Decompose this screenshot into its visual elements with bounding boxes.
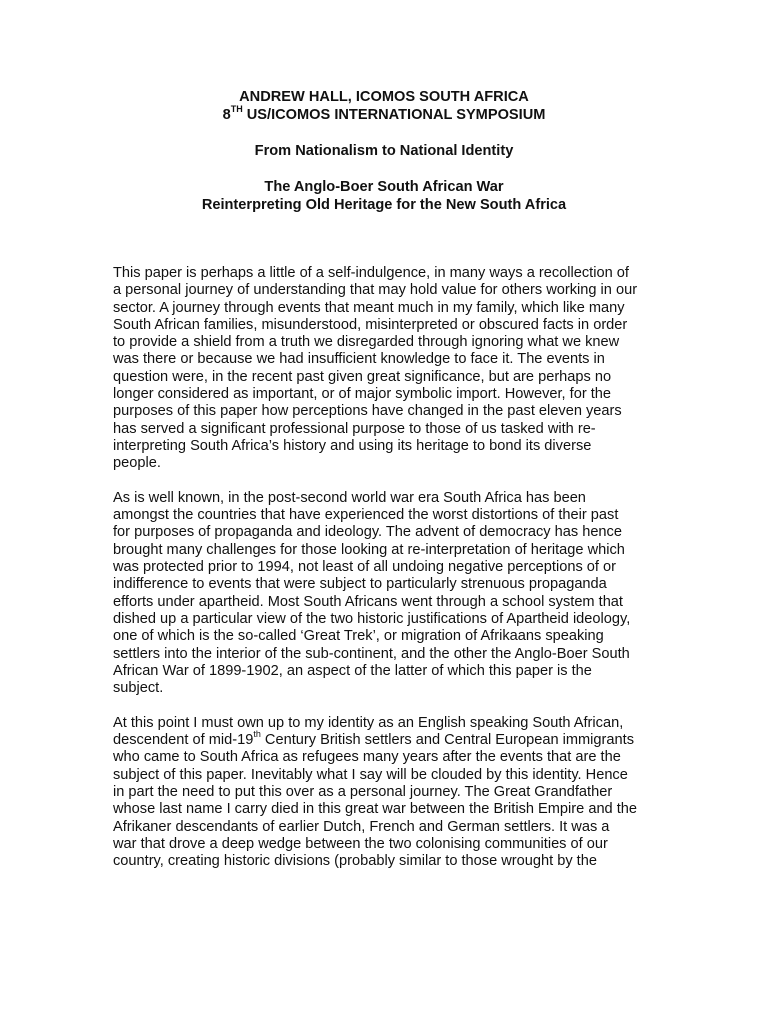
symposium-number: 8	[222, 107, 231, 123]
text-line: who came to South Africa as refugees many years after the events that are the	[113, 749, 621, 766]
text-line: a personal journey of understanding that may hold value for others working in our	[113, 282, 638, 299]
text-line: longer considered as important, or of major symbolic import. However, for the	[113, 386, 612, 403]
text-fragment: Century British settlers and Central European immigrants	[260, 732, 634, 749]
theme-line: From Nationalism to National Identity	[254, 143, 514, 159]
text-line: question were, in the recent past given great significance, but are perhaps no	[113, 368, 612, 385]
text-line: purposes of this paper how perceptions have changed in the past eleven years	[113, 403, 622, 420]
paragraph-3	[113, 715, 673, 871]
text-line: African War of 1899-1902, an aspect of the latter of which this paper is the	[113, 662, 592, 679]
text-fragment: descendent of mid-19	[113, 732, 254, 749]
text-line: amongst the countries that have experienced the worst distortions of their past	[113, 507, 619, 524]
text-line: This paper is perhaps a little of a self-indulgence, in many ways a recollection of	[113, 265, 629, 281]
symposium-line	[0, 106, 768, 124]
paragraph-2	[113, 490, 673, 698]
text-line: South African families, misunderstood, misinterpreted or obscured facts in order	[113, 316, 628, 333]
text-line: brought many challenges for those looking at re-interpretation of heritage which	[113, 541, 625, 558]
text-line: interpreting South Africa’s history and using its heritage to bond its diverse	[113, 437, 592, 454]
paragraph-1	[113, 265, 673, 473]
text-line: country, creating historic divisions (probably similar to those wrought by the	[113, 853, 597, 870]
text-line: to provide a shield from a truth we disregarded through ignoring what we knew	[113, 334, 620, 351]
text-line: settlers into the interior of the sub-continent, and the other the Anglo-Boer South	[113, 645, 630, 662]
text-line: Afrikaner descendants of earlier Dutch, French and German settlers. It was a	[113, 818, 610, 835]
text-line: As is well known, in the post-second world war era South Africa has been	[113, 489, 586, 506]
author-line: ANDREW HALL, ICOMOS SOUTH AFRICA	[239, 89, 529, 105]
text-line: has served a significant professional purpose to those of us tasked with re-	[113, 420, 596, 437]
title-line-1: The Anglo-Boer South African War	[264, 179, 504, 195]
text-line: people.	[113, 455, 161, 472]
text-line: At this point I must own up to my identity as an English speaking South African,	[113, 714, 624, 731]
text-line: sector. A journey through events that meant much in my family, which like many	[113, 299, 625, 316]
text-line: subject of this paper. Inevitably what I say will be clouded by this identity. Hence	[113, 766, 628, 783]
text-line: war that drove a deep wedge between the two colonising communities of our	[113, 835, 608, 852]
text-line: subject.	[113, 680, 164, 697]
text-line: whose last name I carry died in this great war between the British Empire and the	[113, 801, 638, 818]
text-line: for purposes of propaganda and ideology. The advent of democracy has hence	[113, 524, 622, 541]
text-line: one of which is the so-called ‘Great Trek’, or migration of Afrikaans speaking	[113, 628, 604, 645]
document-body	[113, 265, 673, 888]
text-line: indifference to events that were subject to particularly strenuous propaganda	[113, 576, 607, 593]
ordinal-superscript: th	[253, 729, 261, 740]
symposium-ordinal: TH	[230, 104, 243, 115]
text-line: was there or because we had insufficient knowledge to face it. The events in	[113, 351, 605, 368]
symposium-name: US/ICOMOS INTERNATIONAL SYMPOSIUM	[242, 107, 546, 123]
document-header	[0, 88, 768, 214]
title-line-2: Reinterpreting Old Heritage for the New South Africa	[201, 197, 567, 213]
text-line	[113, 729, 673, 749]
text-line: efforts under apartheid. Most South Africans went through a school system that	[113, 593, 623, 610]
text-line: in part the need to put this over as a personal journey. The Great Grandfather	[113, 783, 613, 800]
text-line: dished up a particular view of the two historic justifications of Apartheid ideology,	[113, 610, 631, 627]
text-line: was protected prior to 1994, not least of all undoing negative perceptions of or	[113, 559, 616, 576]
